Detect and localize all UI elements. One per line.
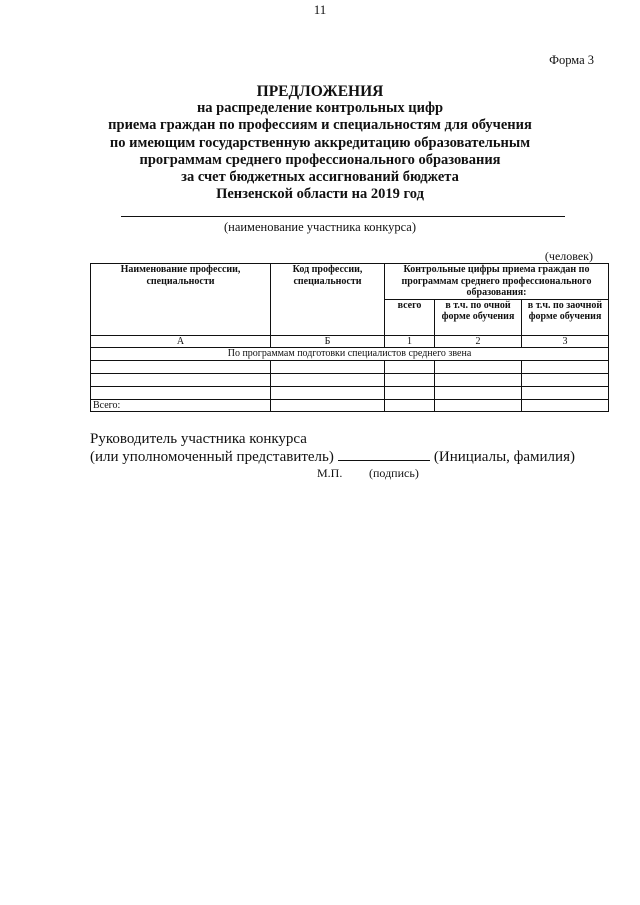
table-cell — [435, 360, 522, 373]
table-cell — [385, 373, 435, 386]
table-cell — [271, 360, 385, 373]
column-letters-row — [91, 335, 609, 348]
table-cell — [91, 360, 271, 373]
title-main: ПРЕДЛОЖЕНИЯ — [256, 83, 384, 100]
title-line: приема граждан по профессиям и специальностям для обучения — [108, 117, 532, 134]
header-profession-name: Наименование профессии, специальности — [91, 264, 271, 336]
table-cell — [522, 399, 609, 412]
signature-line-1: Руководитель участника конкурса — [90, 431, 307, 447]
title-line: за счет бюджетных ассигнований бюджета — [181, 169, 459, 186]
table-cell — [385, 360, 435, 373]
table-cell — [271, 373, 385, 386]
table-row — [91, 360, 609, 373]
column-letter: 3 — [522, 335, 609, 348]
org-name-caption: (наименование участника конкурса) — [223, 220, 417, 234]
section-row — [91, 348, 609, 361]
table-cell — [522, 360, 609, 373]
signature-block — [90, 430, 575, 466]
title-line: на распределение контрольных цифр — [196, 100, 444, 117]
table-cell — [522, 386, 609, 399]
signature-initials: (Инициалы, фамилия) — [433, 449, 575, 465]
signature-representative: (или уполномоченный представитель) — [90, 449, 334, 465]
total-label: Всего: — [91, 399, 271, 412]
column-letter: 1 — [385, 335, 435, 348]
table-cell — [435, 373, 522, 386]
table-cell — [522, 373, 609, 386]
quota-table — [90, 263, 609, 412]
table-cell — [435, 386, 522, 399]
table-cell — [435, 399, 522, 412]
title-line: по имеющим государственную аккредитацию образовательным — [109, 134, 531, 151]
total-row — [91, 399, 609, 412]
table-row — [91, 373, 609, 386]
table-cell — [91, 373, 271, 386]
section-title: По программам подготовки специалистов среднего звена — [91, 348, 609, 361]
title-line: Пензенской области на 2019 год — [216, 186, 424, 203]
column-letter: А — [91, 335, 271, 348]
signature-blank — [338, 448, 430, 461]
table-header-row — [91, 264, 609, 300]
table-row — [91, 386, 609, 399]
column-letter: 2 — [435, 335, 522, 348]
header-parttime: в т.ч. по заочной форме обучения — [522, 299, 609, 335]
table-cell — [385, 399, 435, 412]
table-cell — [271, 386, 385, 399]
units-label: (человек) — [544, 249, 593, 263]
header-profession-code: Код профессии, специальности — [271, 264, 385, 336]
page-number: 11 — [313, 2, 327, 17]
signature-line-2 — [90, 448, 575, 466]
title-line: программам среднего профессионального образования — [139, 151, 501, 168]
table-cell — [385, 386, 435, 399]
stamp-place-label: М.П. — [317, 466, 343, 480]
document-title — [0, 83, 640, 203]
header-total: всего — [385, 299, 435, 335]
column-letter: Б — [271, 335, 385, 348]
header-fulltime: в т.ч. по очной форме обучения — [435, 299, 522, 335]
signature-caption: (подпись) — [369, 466, 419, 480]
form-label: Форма 3 — [549, 53, 594, 67]
table-cell — [91, 386, 271, 399]
table-cell — [271, 399, 385, 412]
header-quota: Контрольные цифры приема граждан по программам среднего профессионального образования: — [385, 264, 609, 300]
org-name-line — [121, 216, 565, 217]
